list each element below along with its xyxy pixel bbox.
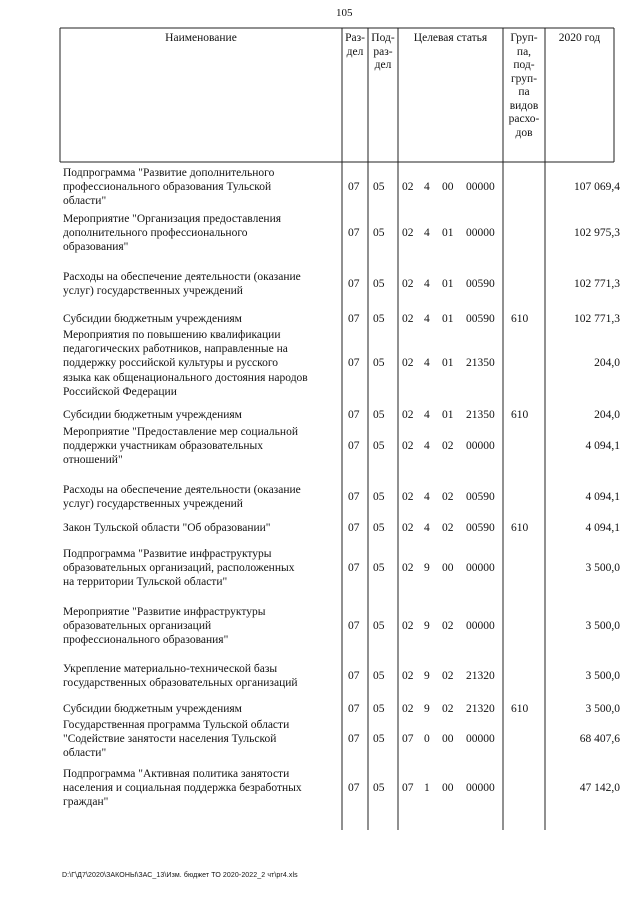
subprogram-code: 4 (424, 357, 430, 370)
program-code: 02 (402, 227, 414, 240)
header-podrazdel-line: дел (374, 59, 392, 71)
podrazdel-code: 05 (373, 670, 385, 683)
razdel-code: 07 (348, 491, 360, 504)
row-name (63, 662, 331, 690)
row-name-line: языка как общенационального достояния народов (63, 371, 308, 384)
subprogram-code: 1 (424, 782, 430, 795)
razdel-code: 07 (348, 181, 360, 194)
direction-code: 00000 (466, 620, 495, 633)
razdel-code: 07 (348, 409, 360, 421)
razdel-code: 07 (348, 313, 360, 325)
direction-code: 21350 (466, 409, 495, 421)
row-name-line: Подпрограмма "Развитие инфраструктуры (63, 548, 272, 560)
header-group-line: видов (509, 99, 539, 112)
amount-2020: 204,0 (594, 357, 620, 370)
amount-2020: 4 094,1 (585, 491, 620, 504)
table-row (0, 662, 640, 690)
event-code: 02 (442, 491, 454, 504)
event-code: 02 (442, 670, 454, 683)
table-row (0, 718, 640, 761)
footer-file-path: D:\Г\Д7\2020\ЗАКОНЫ\ЗАС_13\Изм. бюджет ТО 2020-2022_2 чт\pr4.xls (62, 872, 298, 879)
event-code: 01 (442, 278, 454, 291)
podrazdel-code: 05 (373, 491, 385, 504)
row-name-line: населения и социальная поддержка безработных (63, 782, 302, 795)
program-code: 02 (402, 491, 414, 504)
direction-code: 00000 (466, 181, 495, 194)
program-code: 02 (402, 670, 414, 683)
event-code: 00 (442, 562, 454, 575)
table-row (0, 212, 640, 255)
subprogram-code: 4 (424, 491, 430, 504)
row-name (63, 718, 331, 761)
table-row (0, 328, 640, 399)
table-row (0, 547, 640, 590)
row-name (63, 483, 331, 511)
expense-type-code: 610 (511, 313, 529, 325)
row-name (63, 166, 331, 209)
row-name-line: области" (63, 195, 107, 208)
program-code: 07 (402, 733, 414, 746)
event-code: 01 (442, 357, 454, 370)
direction-code: 00000 (466, 227, 495, 240)
row-name (63, 425, 331, 468)
razdel-code: 07 (348, 562, 360, 575)
row-name-line: Подпрограмма "Развитие дополнительного (63, 167, 275, 179)
subprogram-code: 4 (424, 181, 430, 194)
row-name-line: Мероприятие "Развитие инфраструктуры (63, 606, 266, 618)
amount-2020: 3 500,0 (585, 703, 620, 715)
row-name (63, 312, 331, 326)
row-name-line: Субсидии бюджетным учреждениям (63, 313, 242, 325)
direction-code: 00590 (466, 313, 495, 325)
direction-code: 00000 (466, 782, 495, 795)
amount-2020: 68 407,6 (579, 733, 620, 746)
table-row (0, 605, 640, 648)
page-number: 105 (336, 7, 353, 19)
row-name-line: государственных образовательных организаций (63, 677, 298, 690)
row-name-line: Расходы на обеспечение деятельности (оказание (63, 484, 301, 496)
razdel-code: 07 (348, 522, 360, 534)
row-name (63, 605, 331, 648)
subprogram-code: 9 (424, 562, 430, 575)
razdel-code: 07 (348, 227, 360, 240)
row-name-line: Подпрограмма "Активная политика занятости (63, 768, 290, 780)
program-code: 02 (402, 562, 414, 575)
subprogram-code: 4 (424, 440, 430, 453)
subprogram-code: 9 (424, 703, 430, 715)
header-target: Целевая статья (413, 32, 488, 44)
table-row (0, 312, 640, 326)
program-code: 02 (402, 703, 414, 715)
program-code: 02 (402, 357, 414, 370)
table-row (0, 408, 640, 422)
direction-code: 00000 (466, 733, 495, 746)
direction-code: 21320 (466, 670, 495, 683)
podrazdel-code: 05 (373, 562, 385, 575)
program-code: 02 (402, 522, 414, 534)
row-name-line: Укрепление материально-технической базы (63, 663, 278, 675)
program-code: 07 (402, 782, 414, 795)
row-name-line: поддержки участникам образовательных (63, 440, 263, 453)
row-name-line: Российской Федерации (63, 385, 177, 398)
header-podrazdel-line: Под- (371, 32, 395, 44)
table-row (0, 270, 640, 298)
table-row (0, 521, 640, 535)
razdel-code: 07 (348, 440, 360, 453)
header-podrazdel (368, 32, 398, 73)
podrazdel-code: 05 (373, 357, 385, 370)
header-group-line: под- (513, 59, 535, 71)
row-name-line: Субсидии бюджетным учреждениям (63, 409, 242, 421)
podrazdel-code: 05 (373, 440, 385, 453)
header-podrazdel-line: раз- (373, 45, 393, 58)
amount-2020: 3 500,0 (585, 670, 620, 683)
direction-code: 21350 (466, 357, 495, 370)
table-row (0, 702, 640, 716)
event-code: 01 (442, 313, 454, 325)
subprogram-code: 0 (424, 733, 430, 746)
row-name (63, 408, 331, 422)
event-code: 02 (442, 620, 454, 633)
table-row (0, 767, 640, 810)
row-name-line: педагогических работников, направленные на (63, 343, 288, 356)
row-name-line: Субсидии бюджетным учреждениям (63, 703, 242, 715)
header-group-line: Груп- (510, 32, 538, 44)
direction-code: 00000 (466, 440, 495, 453)
row-name (63, 547, 331, 590)
program-code: 02 (402, 313, 414, 325)
row-name-line: образовательных организаций (63, 620, 212, 633)
row-name-line: Государственная программа Тульской области (63, 719, 290, 731)
row-name-line: образования" (63, 241, 129, 254)
header-razdel (342, 32, 368, 59)
podrazdel-code: 05 (373, 620, 385, 633)
amount-2020: 3 500,0 (585, 562, 620, 575)
subprogram-code: 4 (424, 313, 430, 325)
row-name-line: профессионального образования Тульской (63, 181, 272, 194)
row-name-line: Закон Тульской области "Об образовании" (63, 522, 271, 534)
row-name-line: поддержку российской культуры и русского (63, 357, 279, 370)
razdel-code: 07 (348, 670, 360, 683)
row-name-line: услуг) государственных учреждений (63, 498, 243, 511)
header-group-line: груп- (510, 72, 538, 85)
row-name-line: Мероприятия по повышению квалификации (63, 329, 281, 341)
subprogram-code: 9 (424, 670, 430, 683)
row-name-line: дополнительного профессионального (63, 227, 248, 240)
razdel-code: 07 (348, 620, 360, 633)
subprogram-code: 4 (424, 278, 430, 291)
row-name-line: образовательных организаций, расположенных (63, 562, 295, 575)
razdel-code: 07 (348, 782, 360, 795)
podrazdel-code: 05 (373, 782, 385, 795)
podrazdel-code: 05 (373, 409, 385, 421)
program-code: 02 (402, 181, 414, 194)
row-name (63, 212, 331, 255)
header-group-line: па (518, 86, 530, 98)
row-name (63, 702, 331, 716)
razdel-code: 07 (348, 703, 360, 715)
row-name (63, 270, 331, 298)
amount-2020: 3 500,0 (585, 620, 620, 633)
row-name (63, 767, 331, 810)
row-name-line: Мероприятие "Организация предоставления (63, 213, 282, 225)
amount-2020: 107 069,4 (574, 181, 620, 194)
podrazdel-code: 05 (373, 733, 385, 746)
row-name-line: "Содействие занятости населения Тульской (63, 733, 277, 746)
amount-2020: 102 975,3 (574, 227, 620, 240)
row-name-line: Расходы на обеспечение деятельности (оказание (63, 271, 301, 283)
row-name-line: отношений" (63, 454, 123, 467)
expense-type-code: 610 (511, 409, 529, 421)
header-razdel-line: дел (346, 45, 364, 58)
header-group-line: дов (515, 126, 533, 139)
podrazdel-code: 05 (373, 181, 385, 194)
podrazdel-code: 05 (373, 227, 385, 240)
program-code: 02 (402, 278, 414, 291)
amount-2020: 47 142,0 (579, 782, 620, 795)
podrazdel-code: 05 (373, 522, 385, 534)
amount-2020: 204,0 (594, 409, 620, 421)
event-code: 02 (442, 522, 454, 534)
subprogram-code: 4 (424, 409, 430, 421)
podrazdel-code: 05 (373, 703, 385, 715)
header-year: 2020 год (558, 32, 601, 44)
event-code: 02 (442, 440, 454, 453)
amount-2020: 102 771,3 (574, 278, 620, 291)
row-name-line: на территории Тульской области" (63, 576, 228, 589)
event-code: 02 (442, 703, 454, 715)
table-row (0, 483, 640, 511)
program-code: 02 (402, 620, 414, 633)
program-code: 02 (402, 440, 414, 453)
program-code: 02 (402, 409, 414, 421)
table-row (0, 425, 640, 468)
header-name: Наименование (165, 32, 237, 44)
razdel-code: 07 (348, 733, 360, 746)
direction-code: 00000 (466, 562, 495, 575)
row-name (63, 328, 331, 399)
row-name (63, 521, 331, 535)
event-code: 00 (442, 733, 454, 746)
amount-2020: 102 771,3 (574, 313, 620, 325)
event-code: 01 (442, 409, 454, 421)
expense-type-code: 610 (511, 703, 529, 715)
table-row (0, 166, 640, 209)
direction-code: 00590 (466, 491, 495, 504)
podrazdel-code: 05 (373, 313, 385, 325)
event-code: 00 (442, 181, 454, 194)
row-name-line: профессионального образования" (63, 634, 229, 647)
event-code: 01 (442, 227, 454, 240)
row-name-line: области" (63, 747, 107, 760)
row-name-line: Мероприятие "Предоставление мер социальной (63, 426, 298, 438)
row-name-line: граждан" (63, 796, 109, 809)
direction-code: 00590 (466, 278, 495, 291)
header-group-line: па, (516, 45, 532, 58)
expense-type-code: 610 (511, 522, 529, 534)
direction-code: 00590 (466, 522, 495, 534)
direction-code: 21320 (466, 703, 495, 715)
header-razdel-line: Раз- (345, 32, 365, 44)
event-code: 00 (442, 782, 454, 795)
razdel-code: 07 (348, 278, 360, 291)
header-group-line: расхо- (508, 113, 540, 125)
header-group (503, 32, 545, 140)
subprogram-code: 9 (424, 620, 430, 633)
amount-2020: 4 094,1 (585, 522, 620, 534)
podrazdel-code: 05 (373, 278, 385, 291)
amount-2020: 4 094,1 (585, 440, 620, 453)
subprogram-code: 4 (424, 227, 430, 240)
subprogram-code: 4 (424, 522, 430, 534)
row-name-line: услуг) государственных учреждений (63, 285, 243, 298)
razdel-code: 07 (348, 357, 360, 370)
